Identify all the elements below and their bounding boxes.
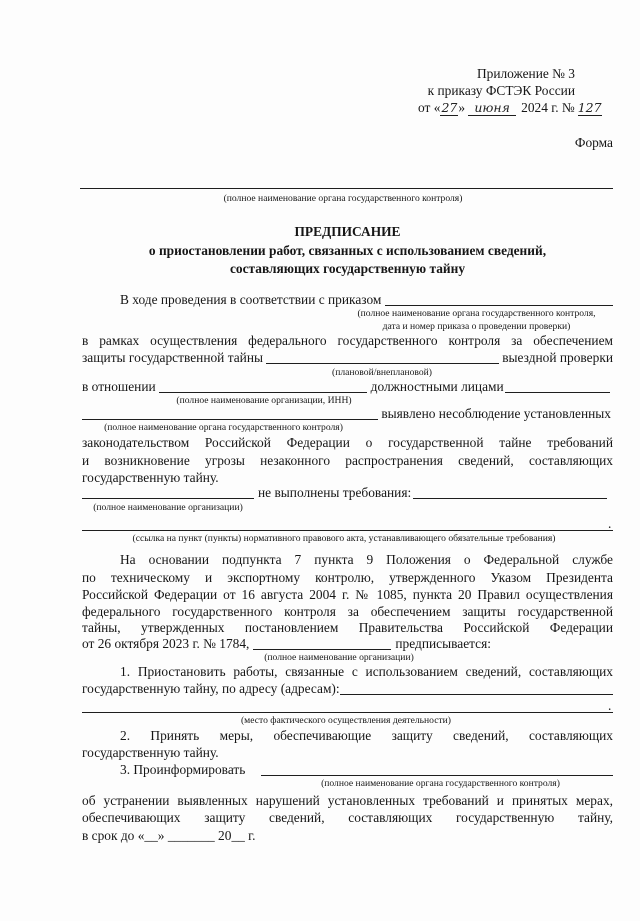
handwritten-month: июня <box>468 100 516 116</box>
inspection-type-text-a: защиты государственной тайны <box>82 350 263 365</box>
regulation-reference-caption: (ссылка на пункт (пункты) нормативного правового акта, устанавливающего обязательные требования) <box>132 533 556 544</box>
item-2-line-2: государственную тайну. <box>82 745 219 760</box>
paragraph-3-line-3: Российской Федерации от 16 августа 2004 г. № 1085, пункта 20 Правил осуществления <box>82 587 613 602</box>
inspection-type-text-b: выездной проверки <box>502 350 613 365</box>
order-caption-line-2: дата и номер приказа о проведении проверки) <box>382 321 571 332</box>
inform-authority-blank <box>261 762 613 776</box>
address-blank <box>340 681 613 695</box>
paragraph-1-line-7: и возникновение угрозы незаконного распространения сведений, составляющих <box>82 453 613 468</box>
item-3-line-2: об устранении выявленных нарушений установленных требований и принятых мерах, <box>82 793 613 808</box>
inspection-order-line <box>120 292 613 308</box>
organization-name-blank <box>82 485 254 499</box>
appendix-number: Приложение № 3 <box>476 66 575 81</box>
organization-text-a: в отношении <box>82 379 156 394</box>
prescribed-organization-blank <box>253 636 391 650</box>
date-close-quote: » <box>458 100 466 115</box>
item-3-line-1 <box>120 762 613 778</box>
document-subtitle-line-2: составляющих государственную тайну <box>229 261 466 276</box>
document-subtitle-line-1: о приостановлении работ, связанных с использованием сведений, <box>148 243 547 258</box>
item-2-line-1: 2. Принять меры, обеспечивающие защиту сведений, составляющих <box>120 728 613 743</box>
year-number-label: 2024 г. № <box>521 100 575 115</box>
requirements-text: не выполнены требования: <box>258 485 412 500</box>
requirements-end-dot: . <box>608 516 612 531</box>
order-caption-line-1: (полное наименование органа государственного контроля, <box>357 308 596 319</box>
inform-authority-caption: (полное наименование органа государственного контроля) <box>321 778 560 789</box>
paragraph-1-line-2: в рамках осуществления федерального государственного контроля за обеспечением <box>82 333 613 348</box>
item-1-address-text: государственную тайну, по адресу (адресам): <box>82 681 340 696</box>
inspection-type-line <box>82 350 613 366</box>
inspection-type-blank <box>266 350 499 364</box>
order-blank <box>385 292 613 306</box>
date-prefix: от « <box>418 100 441 115</box>
organization-blank <box>159 379 367 393</box>
order-date-line <box>418 100 602 116</box>
requirements-line <box>82 485 607 501</box>
authority-blank-line <box>80 188 613 189</box>
address-continuation-line <box>82 712 613 713</box>
item-3-inform-text: 3. Проинформировать <box>120 762 246 777</box>
organization-caption: (полное наименование организации, ИНН) <box>176 395 352 406</box>
paragraph-1-line-6: законодательством Российской Федерации о государственной тайне требований <box>82 435 613 450</box>
prescribed-text: предписывается: <box>395 636 491 651</box>
deadline-line: в срок до «__» _______ 20__ г. <box>82 828 256 843</box>
officials-blank <box>505 379 610 393</box>
authority-caption: (полное наименование органа государственного контроля) <box>223 193 463 204</box>
requirements-blank <box>413 485 607 499</box>
document-title: ПРЕДПИСАНИЕ <box>294 224 401 239</box>
organization-text-b: должностными лицами <box>370 379 504 394</box>
item-3-line-3: обеспечивающих защиту сведений, составляющих государственную тайну, <box>82 810 613 825</box>
regulation-reference-line <box>82 530 613 531</box>
decree-reference-text: от 26 октября 2023 г. № 1784, <box>82 636 250 651</box>
paragraph-3-line-5: тайны, утвержденных постановлением Правительства Российской Федерации <box>82 620 613 635</box>
prescribed-organization-caption: (полное наименование организации) <box>264 652 414 663</box>
authority-body-blank <box>82 406 378 420</box>
item-1-line-1: 1. Приостановить работы, связанные с использованием сведений, составляющих <box>120 664 613 679</box>
violation-line <box>82 406 611 422</box>
address-caption: (место фактического осуществления деятельности) <box>240 715 451 726</box>
paragraph-3-line-6 <box>82 636 491 652</box>
handwritten-day: 27 <box>441 100 458 115</box>
paragraph-3-line-1: На основании подпункта 7 пункта 9 Положения о Федеральной службе <box>120 552 613 567</box>
organization-name-caption: (полное наименование организации) <box>93 502 243 513</box>
paragraph-3-line-4: федерального государственного контроля за обеспечением защиты государственной <box>82 604 613 619</box>
order-reference: к приказу ФСТЭК России <box>427 83 575 98</box>
authority-body-caption: (полное наименование органа государственного контроля) <box>104 422 343 433</box>
paragraph-1-line-8: государственную тайну. <box>82 470 219 485</box>
paragraph-3-line-2: по техническому и экспортному контролю, утвержденного Указом Президента <box>82 570 613 585</box>
address-end-dot: . <box>608 698 612 713</box>
form-label: Форма <box>574 135 613 150</box>
inspection-order-text: В ходе проведения в соответствии с приказом <box>120 292 382 307</box>
handwritten-order-number: 127 <box>577 100 602 115</box>
inspection-type-caption: (плановой/внеплановой) <box>332 367 432 378</box>
item-1-line-2 <box>82 681 613 697</box>
violation-text: выявлено несоблюдение установленных <box>381 406 611 421</box>
organization-line <box>82 379 610 395</box>
